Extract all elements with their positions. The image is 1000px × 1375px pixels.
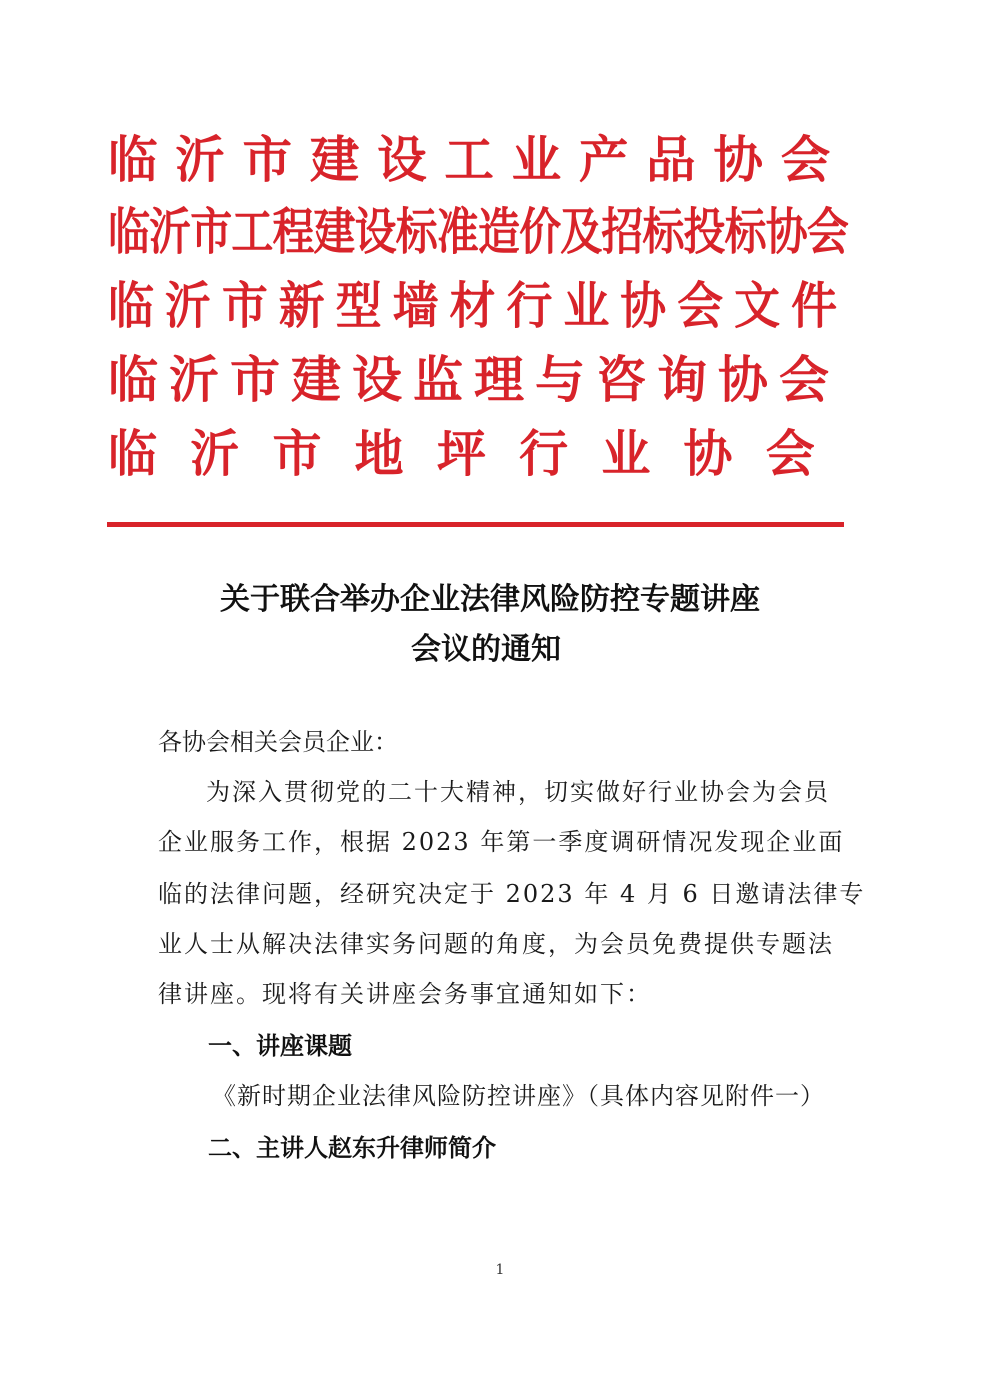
notice-title-line-2: 会议的通知 bbox=[411, 632, 561, 667]
paragraph-line-4: 业人士从解决法律实务问题的角度，为会员免费提供专题法 bbox=[158, 930, 834, 958]
notice-title-line-1: 关于联合举办企业法律风险防控专题讲座 bbox=[220, 582, 760, 617]
header-association-3: 临沂市新型墙材行业协会文件 bbox=[108, 276, 848, 335]
section-2-heading: 二、主讲人赵东升律师简介 bbox=[208, 1134, 496, 1162]
header-association-4: 临沂市建设监理与咨询协会 bbox=[108, 350, 840, 409]
paragraph-line-1: 为深入贯彻党的二十大精神，切实做好行业协会为会员 bbox=[206, 778, 830, 806]
header-association-2: 临沂市工程建设标准造价及招标投标协会 bbox=[108, 202, 848, 261]
section-1-body: 《新时期企业法律风险防控讲座》（具体内容见附件一） bbox=[212, 1082, 825, 1110]
paragraph-line-3: 临的法律问题，经研究决定于 2023 年 4 月 6 日邀请法律专 bbox=[158, 880, 866, 908]
paragraph-line-5: 律讲座。现将有关讲座会务事宜通知如下： bbox=[158, 980, 652, 1008]
header-association-1: 临沂市建设工业产品协会 bbox=[108, 130, 848, 189]
header-association-5: 临沂市地坪行业协会 bbox=[108, 424, 848, 483]
paragraph-line-2: 企业服务工作，根据 2023 年第一季度调研情况发现企业面 bbox=[158, 828, 845, 856]
section-1-heading: 一、讲座课题 bbox=[208, 1032, 352, 1060]
salutation: 各协会相关会员企业： bbox=[158, 728, 398, 756]
header-divider bbox=[107, 522, 844, 527]
page-number: 1 bbox=[495, 1262, 505, 1278]
